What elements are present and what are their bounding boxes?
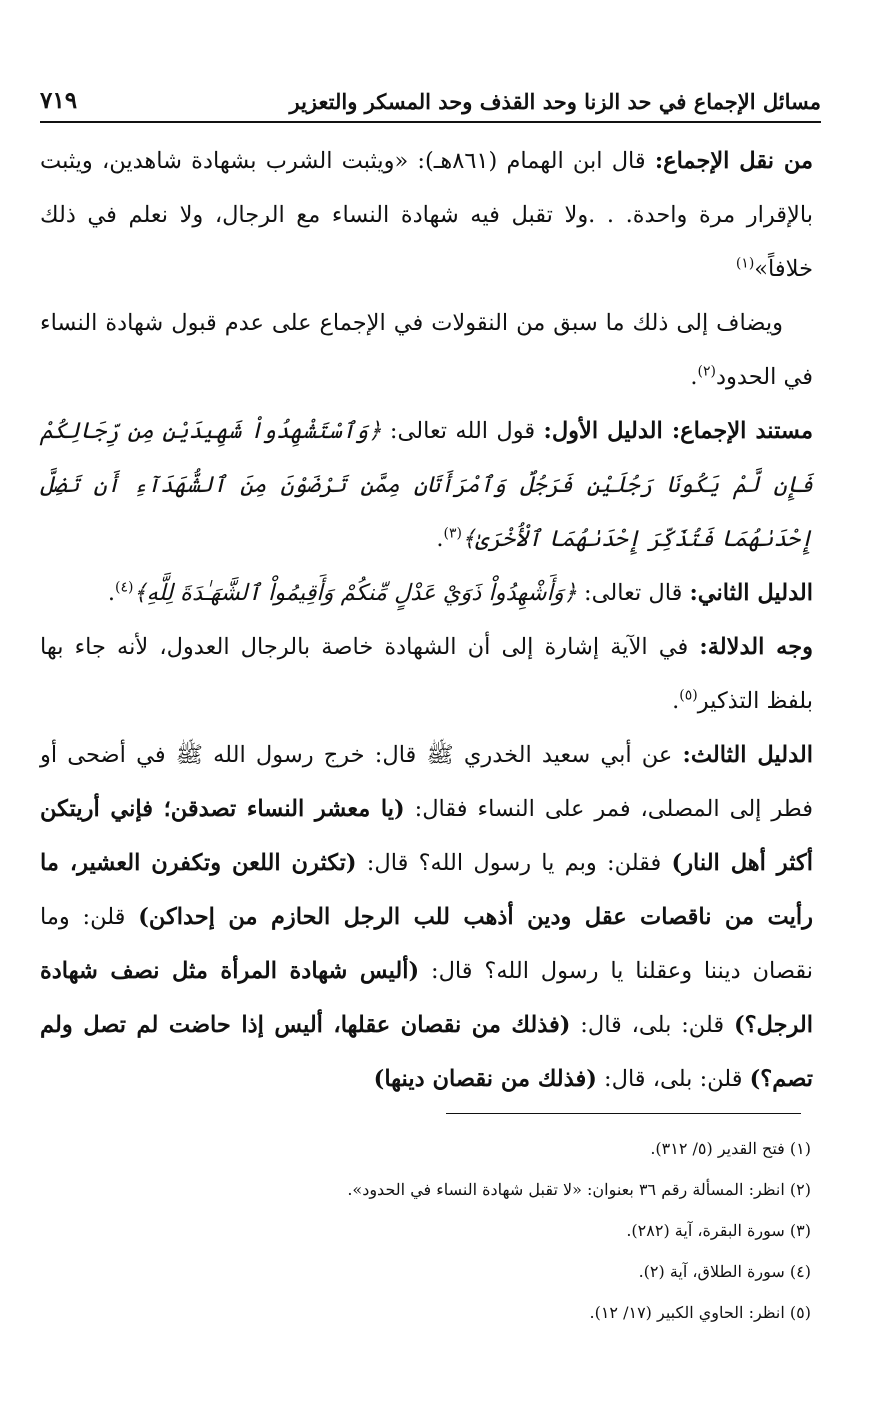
footnote-item: (١) فتح القدير (٥/ ٣١٢). (650, 1139, 811, 1158)
footnote-ref[interactable]: (١) (735, 255, 755, 272)
paragraph-text: قال تعالى: (576, 580, 690, 606)
footnote-ref[interactable]: (٣) (443, 525, 462, 542)
paragraph-indication (40, 620, 813, 728)
footnote-ref[interactable]: (٥) (679, 687, 698, 704)
page-header (40, 62, 821, 114)
paragraph-text: قلن: وما نقصان ديننا وعقلنا يا رسول الله؟ قال: (40, 904, 813, 984)
paragraph-consensus-quote (40, 134, 813, 296)
hadith-quote: (فذلك من نقصان دينها) (373, 1066, 597, 1092)
hadith-quote: (تكثرن اللعن وتكفرن العشير، ما رأيت من ناقصات عقل ودين أذهب للب الرجل الحازم من إحداكن) (40, 850, 813, 930)
footnote-item: (٤) سورة الطلاق، آية (٢). (638, 1262, 811, 1281)
section-label: الدليل الثاني: (689, 580, 813, 606)
footnote-divider (446, 1113, 801, 1114)
paragraph-text: قلن: بلى، قال: (596, 1066, 750, 1092)
paragraph-text: قلن: بلى، قال: (570, 1012, 734, 1038)
paragraph-addition (40, 296, 813, 404)
hadith-quote: (أليس شهادة المرأة مثل نصف شهادة الرجل؟) (40, 958, 813, 1038)
paragraph-first-evidence (40, 404, 813, 566)
punctuation: . (690, 364, 698, 390)
footnote-item: (٣) سورة البقرة، آية (٢٨٢). (626, 1221, 811, 1240)
page-number: ٧١٩ (40, 87, 78, 114)
main-text (40, 134, 813, 1106)
footnotes (40, 1128, 811, 1333)
section-label: مستند الإجماع: الدليل الأول: (543, 418, 813, 444)
paragraph-text: فقلن: وبم يا رسول الله؟ قال: (356, 850, 672, 876)
footnote-item: (٢) انظر: المسألة رقم ٣٦ بعنوان: «لا تقبل شهادة النساء في الحدود». (347, 1180, 811, 1199)
hadith-quote: (فذلك من نقصان عقلها، أليس إذا حاضت لم تصل ولم تصم؟) (40, 1012, 813, 1092)
section-label: الدليل الثالث: (682, 742, 813, 768)
punctuation: . (107, 580, 115, 606)
running-title: مسائل الإجماع في حد الزنا وحد القذف وحد المسكر والتعزير (289, 89, 821, 114)
footnote-ref[interactable]: (٤) (114, 579, 134, 596)
punctuation: . (672, 688, 680, 714)
paragraph-second-evidence (40, 566, 813, 620)
paragraph-text: قال ابن الهمام (٨٦١هـ): «ويثبت الشرب بشهادة شاهدين، ويثبت بالإقرار مرة واحدة. . .ولا تقبل فيه شهادة النساء مع الرجال، ولا نعلم في ذلك خلافاً» (40, 148, 813, 282)
paragraph-text: قول الله تعالى: (381, 418, 544, 444)
paragraph-text: ويضاف إلى ذلك ما سبق من النقولات في الإجماع على عدم قبول شهادة النساء في الحدود (40, 310, 813, 390)
paragraph-text: في الآية إشارة إلى أن الشهادة خاصة بالرجال العدول، لأنه جاء بها بلفظ التذكير (40, 634, 813, 714)
paragraph-third-evidence (40, 728, 813, 1106)
punctuation: . (436, 526, 444, 552)
footnote-item: (٥) انظر: الحاوي الكبير (١٧/ ١٢). (589, 1303, 811, 1322)
header-divider (40, 121, 821, 123)
footnote-ref[interactable]: (٢) (697, 363, 716, 380)
hadith-quote: (يا معشر النساء تصدقن؛ فإني أريتكن أكثر أهل النار) (40, 796, 813, 876)
quran-verse: ﴿وَٱسْتَشْهِدُواْ شَهِيدَيْنِ مِن رِّجَالِكُمْ فَإِن لَّمْ يَكُونَا رَجُلَيْنِ فَرَجُلٌ وَٱمْرَأَتَانِ مِمَّن تَرْضَوْنَ مِنَ ٱلشُّهَدَآءِ أَن تَضِلَّ إِحْدَىٰهُمَا فَتُذَكِّرَ إِحْدَىٰهُمَا ٱلْأُخْرَىٰ﴾ (40, 418, 813, 552)
paragraph-text: عن أبي سعيد الخدري ﷺ قال: خرج رسول الله ﷺ في أضحى أو فطر إلى المصلى، فمر على النساء فقال: (40, 742, 813, 822)
quran-verse: ﴿وَأَشْهِدُواْ ذَوَيْ عَدْلٍ مِّنكُمْ وَأَقِيمُواْ ٱلشَّهَـٰدَةَ لِلَّهِ﴾ (133, 580, 577, 606)
section-label: وجه الدلالة: (699, 634, 813, 660)
section-label: من نقل الإجماع: (654, 148, 813, 174)
